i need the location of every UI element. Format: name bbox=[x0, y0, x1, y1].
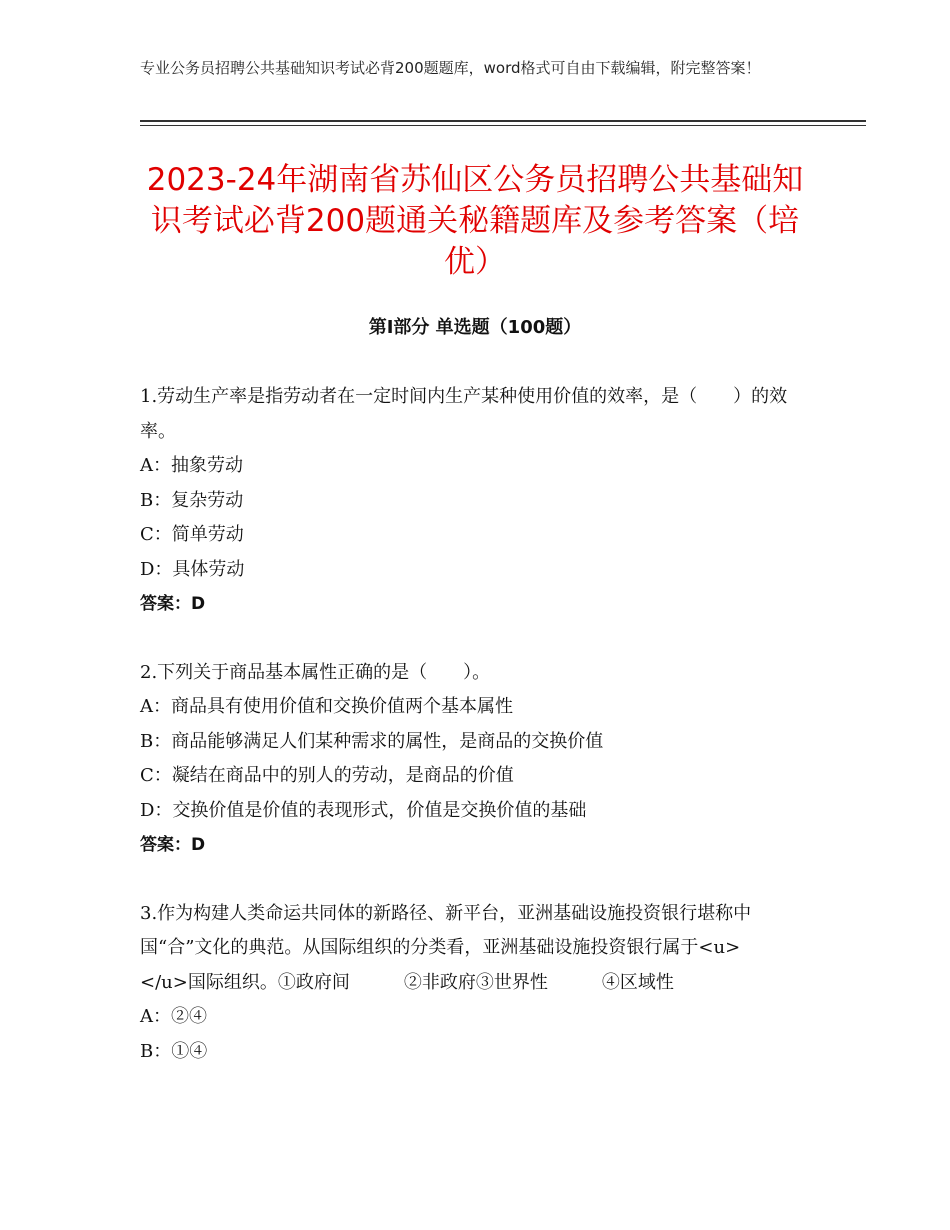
answer: 答案：D bbox=[140, 835, 206, 855]
question-stem: 1.劳动生产率是指劳动者在一定时间内生产某种使用价值的效率，是（ ）的效率。 bbox=[140, 386, 788, 442]
option-c: C：简单劳动 bbox=[140, 524, 244, 545]
question-list bbox=[140, 380, 831, 1103]
header-divider-thin bbox=[140, 125, 866, 126]
option-b: B：复杂劳动 bbox=[140, 489, 244, 511]
option-a: A：商品具有使用价值和交换价值两个基本属性 bbox=[140, 696, 513, 717]
option-a: A：②④ bbox=[140, 1006, 207, 1027]
header-divider-thick bbox=[140, 120, 866, 122]
option-b: B：商品能够满足人们某种需求的属性，是商品的交换价值 bbox=[140, 730, 604, 752]
question-stem: 3.作为构建人类命运共同体的新路径、新平台，亚洲基础设施投资银行堪称中国“合”文化的典范。从国际组织的分类看，亚洲基础设施投资银行属于<u> </u>国际组织。①政府间 ②非政府③世界性 ④区域性 bbox=[140, 902, 831, 993]
question-stem: 2.下列关于商品基本属性正确的是（ ）。 bbox=[140, 661, 491, 683]
section-title: 第Ⅰ部分 单选题（100题） bbox=[368, 317, 582, 338]
question-3 bbox=[140, 897, 831, 1070]
document-title: 2023-24年湖南省苏仙区公务员招聘公共基础知识考试必背200题通关秘籍题库及参考答案（培优） bbox=[146, 162, 804, 280]
header-note: 专业公务员招聘公共基础知识考试必背200题题库，word格式可自由下载编辑，附完整答案！ bbox=[140, 59, 761, 77]
option-d: D：具体劳动 bbox=[140, 558, 245, 580]
option-d: D：交换价值是价值的表现形式，价值是交换价值的基础 bbox=[140, 799, 587, 821]
option-c: C：凝结在商品中的别人的劳动，是商品的价值 bbox=[140, 765, 514, 786]
question-2 bbox=[140, 656, 810, 863]
option-a: A：抽象劳动 bbox=[140, 455, 243, 476]
question-1 bbox=[140, 380, 810, 622]
option-b: B：①④ bbox=[140, 1040, 208, 1062]
answer: 答案：D bbox=[140, 594, 206, 614]
